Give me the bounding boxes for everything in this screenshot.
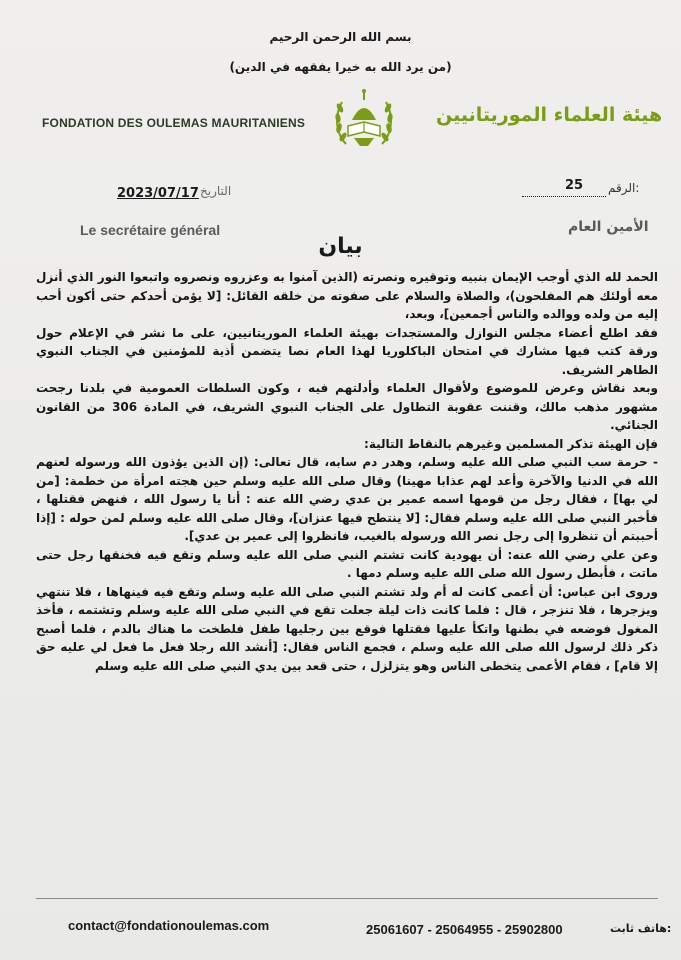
phone-label: هاتف ثابت: xyxy=(610,922,672,935)
secretary-general-french: Le secrétaire général xyxy=(80,222,221,238)
paragraph: وعن علي رضي الله عنه: أن يهودية كانت تشتم النبي صلى الله عليه وسلم وتقع فيه فخنقها رجل حتى ماتت ، فأبطل رسول الله صلى الله عليه وسلم دمها . xyxy=(36,547,658,580)
org-name-arabic: هيئة العلماء الموريتانيين xyxy=(436,104,663,126)
org-name-french: FONDATION DES OULEMAS MAURITANIENS xyxy=(42,116,306,130)
paragraph: فإن الهيئة تذكر المسلمين وغيرهم بالنقاط التالية: xyxy=(364,436,658,451)
secretary-general-arabic: الأمين العام xyxy=(568,219,649,235)
reference-underline xyxy=(522,196,606,197)
phone-numbers: 25061607 - 25064955 - 25902800 xyxy=(366,922,563,937)
contact-email: contact@fondationoulemas.com xyxy=(68,918,270,933)
paragraph: - حرمة سب النبي صلى الله عليه وسلم، وهدر دم سابه، قال تعالى: (إن الذين يؤذون الله ورسوله لعنهم الله في الدنيا والآخرة وأعد لهم عذابا مهينا) وقال صلى الله عليه وسلم حين هجته امرأة من خطمة: [من لي بها] ، فقال رجل من قومها اسمه عمير بن عدي رضي الله عنه : أنا يا رسول الله ، فنهض فقتلها ، فأخبر النبي صلى الله عليه وسلم فقال: [لا ينتطح فيها عنزان]، وقال صلى الله عليه وسلم لمن حوله : [إذا أحببتم أن تنظروا إلى رجل نصر الله ورسوله بالغيب، فانظروا إلى عمير بن عدي]. xyxy=(36,455,658,543)
reference-label: الرقم: xyxy=(608,181,640,195)
date-value: 2023/07/17 xyxy=(117,186,199,201)
hadith-quote: (من يرد الله به خيرا يفقهه في الدين) xyxy=(229,60,452,74)
paragraph: وبعد نقاش وعرض للموضوع ولأقوال العلماء وأدلتهم فيه ، وكون السلطات العمومية في بلدنا رجحت مشهور مذهب مالك، وقننت عقوبة التطاول على الجناب النبوي الشريف، في المادة 306 من القانون الجنائي. xyxy=(36,381,658,432)
paragraph: وروى ابن عباس: أن أعمى كانت له أم ولد تشتم النبي صلى الله عليه وسلم وتقع فيه فينهاها ، فلا تنتهي ويزجرها ، فلا تنزجر ، قال : فلما كانت ذات ليلة جعلت تقع في النبي صلى الله عليه وسلم وتشتمه ، فأخذ المغول فوضعه في بطنها واتكأ عليها فقتلها فوقع بين رجليها طفل فلطخت ما هناك بالدم ، فلما أصبح ذكر ذلك لرسول الله صلى الله عليه وسلم ، فجمع الناس فقال: [أنشد الله رجلا فعل ما فعل لي عليه حق إلا قام] ، فقام الأعمى يتخطى الناس وهو يتزلزل ، حتى قعد بين يدي النبي صلى الله عليه وسلم xyxy=(36,584,658,673)
paragraph: فقد اطلع أعضاء مجلس النوازل والمستجدات بهيئة العلماء الموريتانيين، على ما نشر في الإعلام حول ورقة كتب فيها مشارك في امتحان الباكلوريا لهذا العام نصا يتضمن أذية للمؤمنين في الجناب النبوي الطاهر الشريف. xyxy=(36,325,658,377)
basmala: بسم الله الرحمن الرحيم xyxy=(269,30,412,44)
mosque-emblem-icon xyxy=(332,86,396,152)
statement-body xyxy=(36,268,658,868)
date-label: التاريخ xyxy=(200,184,232,198)
paragraph: الحمد لله الذي أوجب الإيمان بنبيه وتوقيره ونصرته (الذين آمنوا به وعزروه ونصروه واتبعوا النور الذي أنزل معه أولئك هم المفلحون)، والصلاة والسلام على صفوته من خلقه القائل: [لا يؤمن أحدكم حتى أكون أحب إليه من ولده ووالده والناس أجمعين]، وبعد، xyxy=(36,270,658,321)
reference-number: 25 xyxy=(565,178,584,193)
document-heading: بيان xyxy=(318,234,363,259)
footer-divider xyxy=(36,898,658,899)
